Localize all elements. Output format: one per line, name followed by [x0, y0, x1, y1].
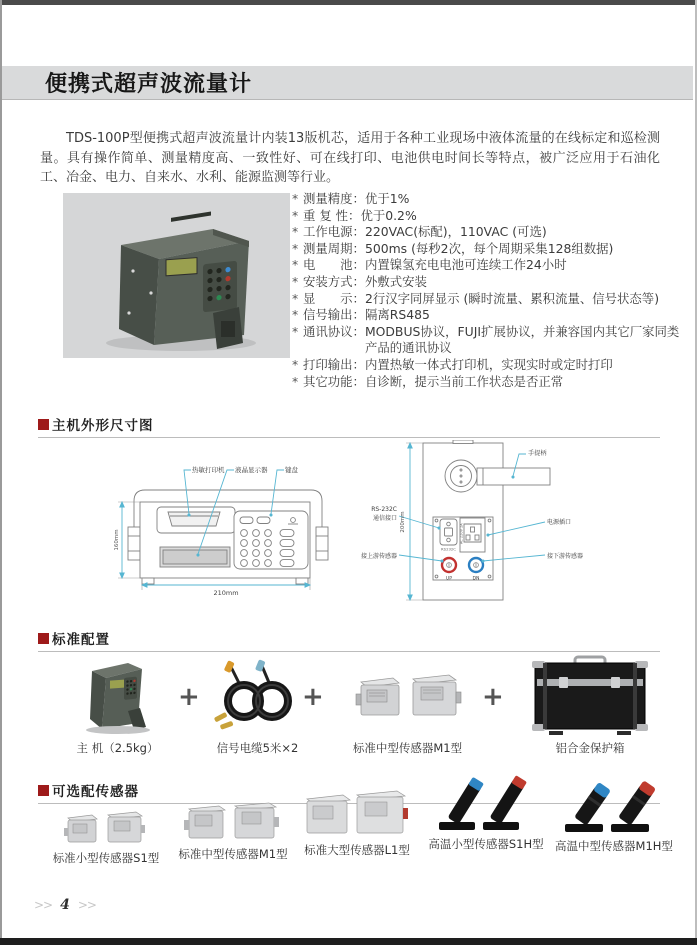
spec-label: 信号输出： — [303, 307, 365, 323]
plus-sign: + — [302, 682, 324, 712]
rs232-port-caption: RS232C — [441, 546, 456, 552]
spec-label: 安装方式： — [303, 273, 365, 289]
intro-paragraph: TDS-100P型便携式超声波流量计内装13版机芯，适用于各种工业现场中液体流量的在线标定和巡检测量。具有操作简单、测量精度高、一致性好、可在线打印、电池供电时间长等特点，被广泛应用于石油化工、冶金、电力、自来水、水利、能源监测等行业。 — [40, 131, 660, 185]
optional-item-label: 高温小型传感器S1H型 — [428, 837, 544, 851]
top-rule — [0, 0, 697, 5]
printer-label: 热敏打印机 — [192, 466, 225, 474]
upstream-label: 接上游传感器 — [360, 553, 397, 560]
optional-item-s1h — [420, 786, 552, 852]
optional-item-label: 标准小型传感器S1型 — [52, 851, 160, 865]
optional-item-m1 — [172, 796, 294, 862]
spec-row — [292, 241, 684, 258]
footer-chevrons-right: >> — [77, 898, 96, 912]
s1-sensor-illustration — [56, 804, 156, 846]
spec-bullet: * — [292, 240, 299, 256]
standard-item-m1-sensors — [340, 656, 475, 756]
spec-row — [292, 374, 684, 391]
rs232-label-line1: RS-232C — [371, 506, 397, 513]
spec-row — [292, 324, 684, 357]
section-title: 标准配置 — [52, 632, 110, 648]
spec-value: 2行汉字同屏显示 (瞬时流量、累积流量、信号状态等) — [364, 290, 660, 306]
spec-label: 工作电源： — [303, 224, 365, 240]
spec-row — [292, 274, 684, 291]
section-header-standard — [38, 628, 660, 652]
section-title: 主机外形尺寸图 — [52, 418, 154, 434]
spec-value: 优于0.2% — [360, 207, 417, 223]
lcd-label: 液晶显示器 — [235, 466, 268, 474]
flowmeter-photo-illustration — [63, 193, 290, 358]
spec-bullet: * — [292, 224, 299, 240]
up-connector — [442, 558, 456, 572]
section-bullet-square — [38, 419, 49, 430]
section-header-dimensions — [38, 414, 660, 438]
section-bullet-square — [38, 633, 49, 644]
spec-row — [292, 224, 684, 241]
spec-bullet: * — [292, 373, 299, 389]
height-dimension: 160mm — [114, 529, 120, 551]
spec-value: 外敷式安装 — [364, 273, 427, 289]
spec-bullet: * — [292, 356, 299, 372]
keypad-drawing — [234, 511, 308, 569]
standard-item-label: 信号电缆5米×2 — [216, 741, 299, 755]
m1h-sensor-illustration — [553, 778, 675, 834]
dn-connector — [469, 558, 483, 572]
spec-bullet: * — [292, 257, 299, 273]
main-unit-illustration — [76, 657, 160, 735]
spec-value: 内置热敏一体式打印机，实现实时或定时打印 — [364, 356, 613, 372]
spec-bullet: * — [292, 273, 299, 289]
spec-value: 优于1% — [364, 191, 410, 206]
photo-keypad — [203, 261, 237, 313]
spec-label: 重 复 性： — [303, 207, 361, 223]
standard-item-label: 主 机（2.5kg） — [76, 741, 159, 755]
optional-item-label: 标准大型传感器L1型 — [304, 843, 410, 857]
bottom-rule — [0, 938, 697, 945]
power-caption: AC 220V 2A — [459, 523, 464, 544]
plus-sign: + — [482, 682, 504, 712]
power-label: 电源插口 — [547, 519, 572, 526]
left-edge-rule — [0, 0, 2, 945]
spec-bullet: * — [292, 307, 299, 323]
spec-label: 显 示： — [303, 290, 365, 306]
standard-item-label: 标准中型传感器M1型 — [352, 741, 463, 755]
spec-row — [292, 307, 684, 324]
m1-sensor-illustration — [179, 796, 287, 842]
spec-value: 隔离RS485 — [364, 307, 430, 323]
spec-value: 220VAC(标配)，110VAC (可选) — [364, 224, 547, 240]
spec-value: 自诊断，提示当前工作状态是否正常 — [364, 373, 564, 389]
standard-item-label: 铝合金保护箱 — [555, 741, 625, 755]
s1h-sensor-illustration — [425, 774, 547, 832]
spec-bullet: * — [292, 191, 299, 206]
spec-label: 其它功能： — [303, 373, 365, 389]
spec-value: 500ms (每秒2次，每个周期采集128组数据) — [364, 240, 614, 256]
spec-list — [292, 191, 684, 390]
product-photo — [63, 193, 290, 358]
page-title: 便携式超声波流量计 — [45, 72, 253, 97]
spec-value: 内置镍氢充电电池可连续工作24小时 — [364, 257, 567, 273]
spec-row — [292, 357, 684, 374]
spec-label: 通讯协议： — [303, 323, 365, 339]
downstream-label: 接下游传感器 — [547, 553, 584, 560]
optional-item-l1 — [296, 792, 418, 858]
plus-sign: + — [178, 682, 200, 712]
standard-item-case — [525, 656, 655, 756]
spec-label: 打印输出： — [303, 356, 365, 372]
optional-item-label: 高温中型传感器M1H型 — [555, 839, 673, 853]
side-view-dimension-drawing — [340, 440, 620, 612]
rs232-label-line2: 通信接口 — [372, 515, 397, 522]
footer-chevrons-left: >> — [34, 898, 53, 912]
aluminum-case-illustration — [527, 655, 653, 737]
spec-label: 电 池： — [303, 257, 365, 273]
spec-row — [292, 257, 684, 274]
page-footer — [34, 897, 96, 913]
spec-label: 测量周期： — [303, 240, 365, 256]
width-dimension: 210mm — [213, 589, 239, 597]
section-bullet-square — [38, 785, 49, 796]
standard-item-main-unit — [60, 656, 175, 756]
page-number: 4 — [60, 897, 70, 913]
spec-label: 测量精度： — [303, 191, 365, 206]
spec-bullet: * — [292, 323, 299, 339]
spec-bullet: * — [292, 290, 299, 306]
handle-label: 手提柄 — [528, 450, 547, 457]
spec-bullet: * — [292, 207, 299, 223]
spec-value: MODBUS协议，FUJI扩展协议，并兼容国内其它厂家同类产品的通讯协议 — [364, 323, 680, 356]
up-caption: UP — [445, 576, 453, 582]
dn-caption: DN — [472, 576, 480, 582]
spec-row — [292, 208, 684, 225]
l1-sensor-illustration — [299, 786, 415, 838]
optional-item-m1h — [550, 788, 678, 854]
m1-sensor-pair-illustration — [349, 666, 467, 726]
title-band — [2, 66, 693, 100]
spec-row — [292, 291, 684, 308]
front-view-dimension-drawing — [88, 443, 368, 618]
spec-row — [292, 191, 684, 208]
side-height-dimension: 200mm — [400, 511, 406, 533]
keypad-label: 键盘 — [285, 466, 298, 474]
section-title: 可选配传感器 — [52, 784, 139, 800]
signal-cables-illustration — [210, 659, 306, 733]
standard-item-cables — [205, 656, 310, 756]
optional-item-label: 标准中型传感器M1型 — [178, 847, 288, 861]
optional-item-s1 — [42, 800, 170, 866]
